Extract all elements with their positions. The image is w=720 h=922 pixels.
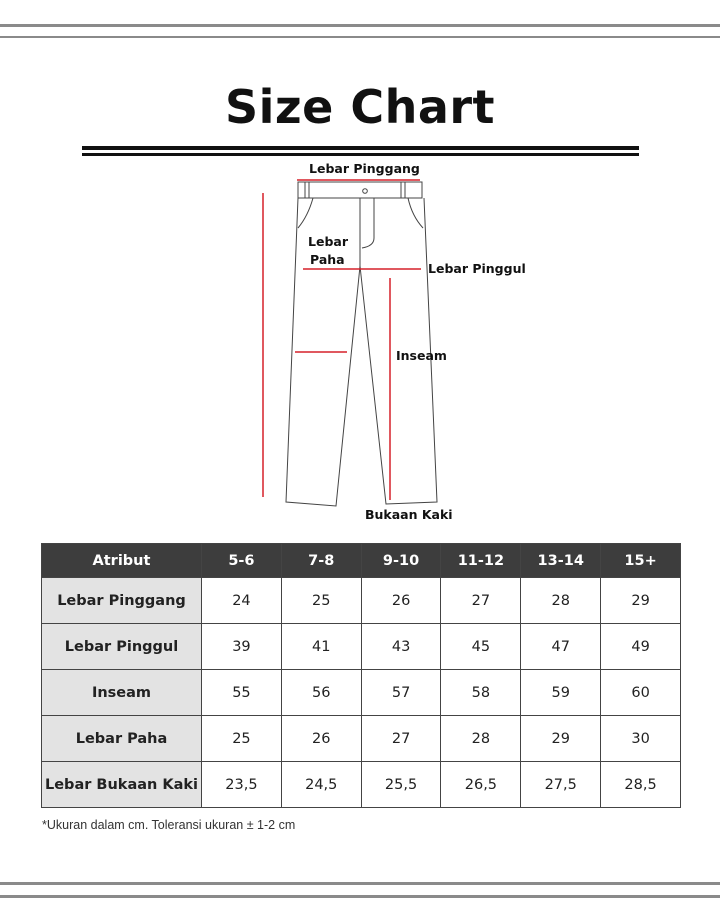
table-cell: 47 [521,624,601,670]
row-label: Lebar Bukaan Kaki [42,762,202,808]
row-label: Lebar Paha [42,716,202,762]
table-cell: 41 [281,624,361,670]
frame-line-bottom [0,882,720,885]
table-cell: 60 [601,670,681,716]
table-cell: 27 [441,578,521,624]
table-header-row [42,544,681,578]
table-cell: 26,5 [441,762,521,808]
table-cell: 29 [601,578,681,624]
table-cell: 28,5 [601,762,681,808]
table-cell: 24 [202,578,282,624]
table-cell: 59 [521,670,601,716]
table-header-cell: 11-12 [441,544,521,578]
table-header-cell: 15+ [601,544,681,578]
table-cell: 26 [361,578,441,624]
table-cell: 25 [281,578,361,624]
table-cell: 28 [441,716,521,762]
table-cell: 25 [202,716,282,762]
pants-waistband [298,182,422,198]
table-cell: 55 [202,670,282,716]
table-header-cell: Atribut [42,544,202,578]
table-cell: 27,5 [521,762,601,808]
row-label: Inseam [42,670,202,716]
frame-line-top-inner [0,36,720,38]
row-label: Lebar Pinggang [42,578,202,624]
row-label: Lebar Pinggul [42,624,202,670]
size-table [41,543,681,808]
pocket-left [298,198,313,228]
table-cell: 49 [601,624,681,670]
table-cell: 24,5 [281,762,361,808]
table-row [42,762,681,808]
footnote: *Ukuran dalam cm. Toleransi ukuran ± 1-2 cm [42,818,296,832]
page-title: Size Chart [224,80,496,134]
table-row [42,624,681,670]
table-header-cell: 9-10 [361,544,441,578]
belt-loop-left [305,182,309,198]
label-hip: Lebar Pinggul [428,261,526,276]
table-header-cell: 13-14 [521,544,601,578]
label-inseam: Inseam [396,348,447,363]
title-rule-thick [82,146,639,150]
table-row [42,716,681,762]
table-cell: 29 [521,716,601,762]
table-header-cell: 5-6 [202,544,282,578]
waist-button [363,189,368,194]
frame-line-top [0,24,720,27]
table-cell: 45 [441,624,521,670]
table-cell: 58 [441,670,521,716]
pants-diagram [250,170,450,515]
title-rule-thin [82,153,639,156]
label-thigh-line2: Paha [310,252,345,267]
table-cell: 30 [601,716,681,762]
table-cell: 57 [361,670,441,716]
table-row [42,670,681,716]
table-cell: 56 [281,670,361,716]
label-waist: Lebar Pinggang [309,161,420,176]
label-thigh-line1: Lebar [308,234,348,249]
table-cell: 27 [361,716,441,762]
pants-fly [360,198,374,266]
table-cell: 28 [521,578,601,624]
pocket-right [408,198,423,228]
table-cell: 26 [281,716,361,762]
table-cell: 23,5 [202,762,282,808]
belt-loop-right [401,182,405,198]
table-cell: 39 [202,624,282,670]
table-cell: 43 [361,624,441,670]
label-hem: Bukaan Kaki [365,507,453,522]
table-cell: 25,5 [361,762,441,808]
table-row [42,578,681,624]
table-header-cell: 7-8 [281,544,361,578]
frame-line-bottom-outer [0,895,720,898]
